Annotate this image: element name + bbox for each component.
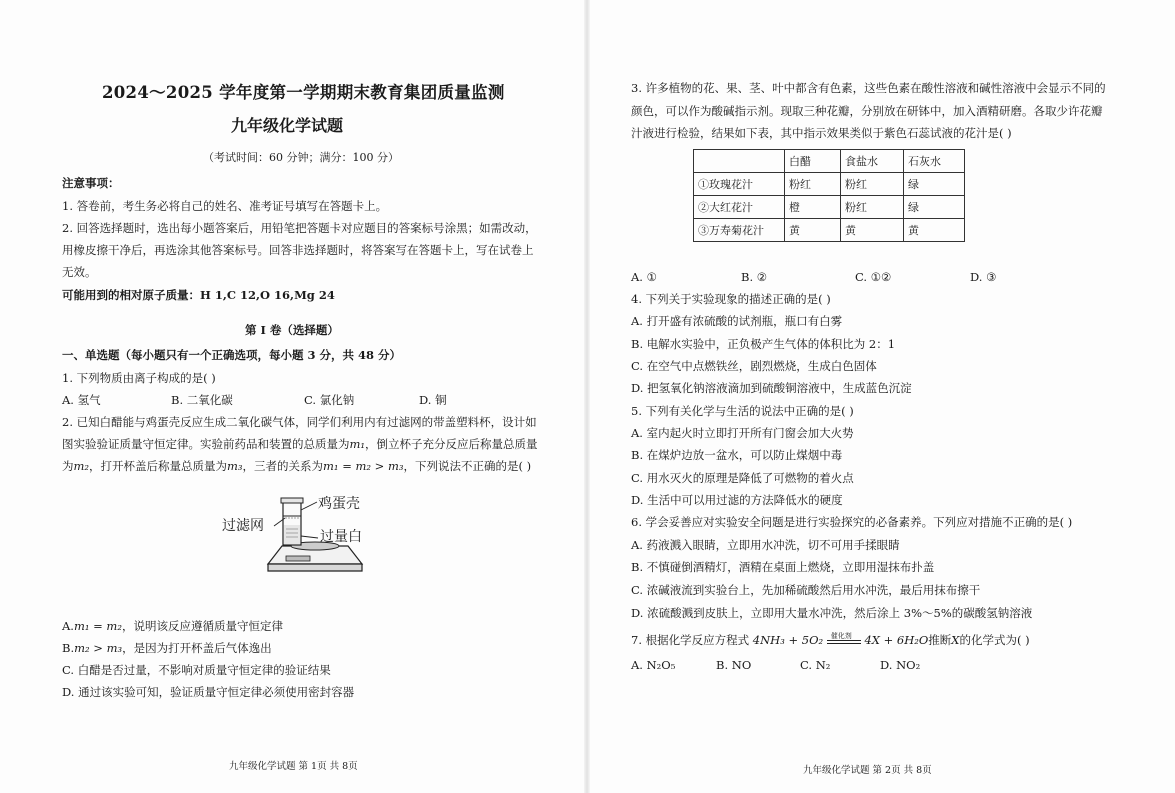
table-cell: 黄 [785,219,841,242]
q5-option-d: D. 生活中可以用过滤的方法降低水的硬度 [631,493,843,507]
part1-heading: 一、单选题（每小题只有一个正确选项，每小题 3 分，共 48 分） [62,348,402,362]
q7-option-c: C. N₂ [800,658,831,672]
table-cell: 绿 [904,196,965,219]
table-header-cell: 食盐水 [841,150,904,173]
table-cell: 粉红 [841,196,904,219]
q1-option-b: B. 二氧化碳 [171,393,233,407]
q6-option-c: C. 浓碱液流到实验台上，先加稀硫酸然后用水冲洗，最后用抹布擦干 [631,583,981,597]
q2-line-2-pre: 图实验验证质量守恒定律。实验前药品和装置的总质量为 [62,437,350,451]
q6-option-b: B. 不慎碰倒酒精灯，酒精在桌面上燃烧，立即用湿抹布扑盖 [631,560,935,574]
right-page-footer: 九年级化学试题 第 2页 共 8页 [803,765,932,776]
table-header-cell: 石灰水 [904,150,965,173]
q3-option-d: D. ③ [970,270,997,284]
m1-symbol: m₁ [349,437,366,451]
q7-option-a: A. N₂O₅ [631,658,676,672]
exam-info: （考试时间：60 分钟；满分：100 分） [203,151,399,164]
arrow-line-top [827,640,861,641]
q7-stem-post: 推断 [928,633,952,647]
m3-symbol: m₃ [227,459,243,473]
note-2-line-2: 用橡皮擦干净后，再选涂其他答案标号。回答非选择题时，将答案写在答题卡上，写在试卷上 [62,243,534,257]
q2-line-3-post: ，下列说法不正确的是( ) [403,459,532,473]
q4-option-a: A. 打开盛有浓硫酸的试剂瓶，瓶口有白雾 [631,314,843,328]
table-cell: 粉红 [785,173,841,196]
section-title: 第 I 卷（选择题） [245,323,339,337]
table-cell: 黄 [904,219,965,242]
m2-symbol: m₂ [73,459,90,473]
q2-option-a-equation: m₁ = m₂ [73,619,122,633]
q3-line-1: 3. 许多植物的花、果、茎、叶中都含有色素，这些色素在酸性溶液和碱性溶液中会显示不同的 [631,81,1106,95]
q3-line-2: 颜色，可以作为酸碱指示剂。现取三种花瓣，分别放在研钵中，加入酒精研磨。各取少许花瓣 [631,104,1103,118]
q4-option-d: D. 把氢氧化钠溶液滴加到硫酸铜溶液中，生成蓝色沉淀 [631,381,912,395]
exam-title: 2024～2025 学年度第一学期期末教育集团质量监测 [102,83,505,102]
label-eggshell: 鸡蛋壳 [318,496,360,512]
q2-line-2-post: ，倒立杯子充分反应后称量总质量 [365,437,538,451]
q2-line-3-mid2: ，三者的关系为 [242,459,324,473]
indicator-table [693,149,965,242]
q5-stem: 5. 下列有关化学与生活的说法中正确的是( ) [631,404,854,418]
q4-stem: 4. 下列关于实验现象的描述正确的是( ) [631,292,831,306]
q2-option-a-letter: A. [62,619,74,633]
plastic-cup [281,498,303,545]
q2-option-b [62,641,272,655]
vinegar-pointer [301,536,318,538]
table-row [694,173,965,196]
q1-stem: 1. 下列物质由离子构成的是( ) [62,371,216,385]
equation-products: 4X + 6H₂O [864,633,929,647]
equation-reactants: 4NH₃ + 5O₂ [752,633,824,647]
note-2-line-3: 无效。 [62,265,97,279]
arrow-line-bottom [827,643,861,644]
q2-option-b-equation: m₂ > m₃ [74,641,123,655]
q7-stem-end: 的化学式为( ) [959,633,1030,647]
q6-option-d: D. 浓硫酸溅到皮肤上，立即用大量水冲洗，然后涂上 3%～5%的碳酸氢钠溶液 [631,606,1033,620]
q2-line-3 [62,459,531,473]
table-header-row [694,150,965,173]
exam-subtitle: 九年级化学试题 [231,116,344,135]
q2-option-a [62,619,283,633]
q6-stem: 6. 学会妥善应对实验安全问题是进行实验探究的必备素养。下列应对措施不正确的是( ) [631,515,1073,529]
table-header-cell: 白醋 [785,150,841,173]
q2-line-2 [62,437,538,451]
q4-option-b: B. 电解水实验中，正负极产生气体的体积比为 2：1 [631,337,896,351]
page-fold [584,0,590,793]
table-cell: 粉红 [841,173,904,196]
q4-option-c: C. 在空气中点燃铁丝，剧烈燃烧，生成白色固体 [631,359,877,373]
table-cell: ①玫瑰花汁 [694,173,785,196]
notes-heading: 注意事项： [62,176,120,190]
left-page-footer: 九年级化学试题 第 1页 共 8页 [229,761,358,772]
q7-option-d: D. NO₂ [880,658,921,672]
note-1: 1. 答卷前，考生务必将自己的姓名、准考证号填写在答题卡上。 [62,199,388,213]
q2-line-3-mid: ，打开杯盖后称量总质量为 [89,459,228,473]
q7-stem-pre: 7. 根据化学反应方程式 [631,633,750,647]
q1-option-c: C. 氯化钠 [304,393,355,407]
q7-stem [631,633,1030,648]
right-exam-page [588,0,1175,793]
table-row [694,219,965,242]
q1-option-d: D. 铜 [419,393,447,407]
q2-line-3-pre: 为 [62,459,74,473]
atomic-masses: 可能用到的相对原子质量：H 1,C 12,O 16,Mg 24 [62,288,335,302]
label-vinegar: 过量白 [320,529,362,545]
note-2-line-1: 2. 回答选择题时，选出每小题答案后，用铅笔把答题卡对应题目的答案标号涂黑；如需改动， [62,221,537,235]
q3-option-b: B. ② [741,270,768,284]
q2-option-b-text: ，是因为打开杯盖后气体逸出 [122,641,272,655]
q5-option-c: C. 用水灭火的原理是降低了可燃物的着火点 [631,471,854,485]
q5-option-b: B. 在煤炉边放一盆水，可以防止煤烟中毒 [631,448,843,462]
q2-line-1: 2. 已知白醋能与鸡蛋壳反应生成二氧化碳气体，同学们利用内有过滤网的带盖塑料杯，设计如 [62,415,537,429]
reaction-condition: 催化剂 [830,632,852,640]
q7-option-b: B. NO [716,658,752,672]
mass-relation: m₁ = m₂ > m₃ [323,459,404,473]
q2-option-a-text: ，说明该反应遵循质量守恒定律 [121,619,283,633]
q1-option-a: A. 氢气 [62,393,101,407]
reaction-arrow [827,634,861,648]
q2-option-b-letter: B. [62,641,75,655]
q2-option-c: C. 白醋是否过量，不影响对质量守恒定律的验证结果 [62,663,331,677]
table-header-cell [694,150,785,173]
table-cell: ②大红花汁 [694,196,785,219]
q3-line-3: 汁液进行检验，结果如下表，其中指示效果类似于紫色石蕊试液的花汁是( ) [631,126,1012,140]
table-cell: ③万寿菊花汁 [694,219,785,242]
q2-option-d: D. 通过该实验可知，验证质量守恒定律必须使用密封容器 [62,685,355,699]
table-cell: 绿 [904,173,965,196]
label-filter: 过滤网 [222,518,264,534]
q5-option-a: A. 室内起火时立即打开所有门窗会加大火势 [631,426,854,440]
q3-option-c: C. ①② [855,270,892,284]
table-row [694,196,965,219]
q3-option-a: A. ① [631,270,657,284]
scale-base [268,542,362,571]
unknown-x: X [951,633,960,647]
table-cell: 黄 [841,219,904,242]
q6-option-a: A. 药液溅入眼睛，立即用水冲洗，切不可用手揉眼睛 [631,538,900,552]
table-cell: 橙 [785,196,841,219]
